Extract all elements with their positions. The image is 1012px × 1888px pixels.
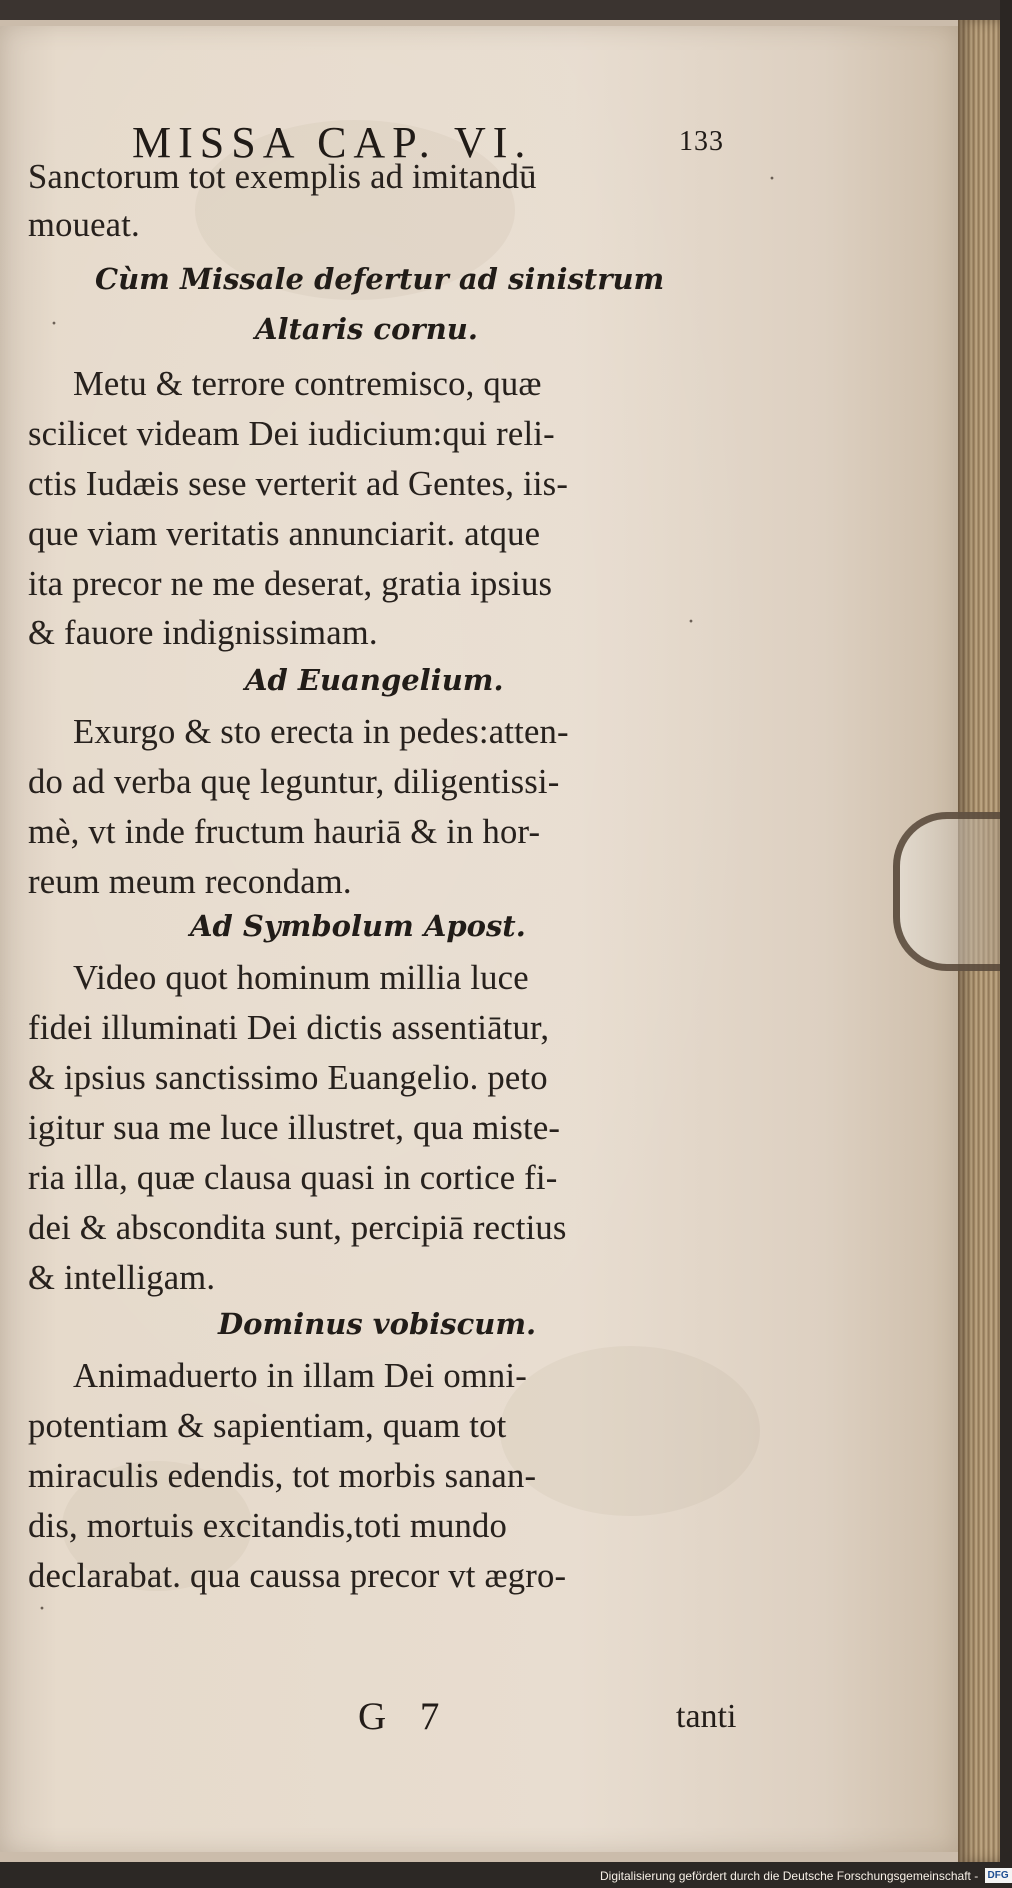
- catchword: tanti: [676, 1698, 737, 1735]
- text-line: Video quot hominum millia luce: [73, 959, 529, 997]
- section-heading: Cùm Missale defertur ad sinistrum: [95, 262, 665, 296]
- page-footer: [28, 1688, 738, 1748]
- text-line: que viam veritatis annunciarit. atque: [28, 515, 541, 553]
- page-clip: [893, 812, 1000, 971]
- text-line: dis, mortuis excitandis,toti mundo: [28, 1507, 508, 1545]
- text-line: miraculis edendis, tot morbis sanan-: [28, 1457, 537, 1495]
- ink-dot: ·: [50, 311, 58, 337]
- text-line: Animaduerto in illam Dei omni-: [73, 1357, 527, 1395]
- digitization-credit: [600, 1864, 1009, 1888]
- text-line: do ad verba quę leguntur, diligentissi-: [28, 763, 560, 801]
- signature-mark: G 7: [358, 1695, 452, 1738]
- section-heading: Dominus vobiscum.: [218, 1307, 537, 1341]
- section-heading: Ad Euangelium.: [245, 663, 504, 697]
- text-line: potentiam & sapientiam, quam tot: [28, 1407, 507, 1445]
- dfg-logo: DFG: [985, 1868, 1012, 1883]
- text-line: Exurgo & sto erecta in pedes:atten-: [73, 713, 569, 751]
- paper-page: [0, 26, 958, 1852]
- text-line: igitur sua me luce illustret, qua miste-: [28, 1109, 561, 1147]
- ink-dot: ·: [38, 1596, 46, 1622]
- text-line: ita precor ne me deserat, gratia ipsius: [28, 565, 553, 603]
- text-line: dei & abscondita sunt, percipiā rectius: [28, 1209, 567, 1247]
- text-line: declarabat. qua caussa precor vt ægro-: [28, 1557, 567, 1595]
- ink-dot: ·: [768, 166, 776, 192]
- text-line: reum meum recondam.: [28, 863, 352, 901]
- book-text-block: [28, 158, 738, 1738]
- text-line: & fauore indignissimam.: [28, 614, 378, 652]
- text-line: scilicet videam Dei iudicium:qui reli-: [28, 415, 555, 453]
- text-line: Metu & terrore contremisco, quæ: [73, 365, 542, 403]
- section-heading: Altaris cornu.: [255, 312, 478, 346]
- text-line: fidei illuminati Dei dictis assentiātur,: [28, 1009, 550, 1047]
- text-line: moueat.: [28, 206, 140, 244]
- text-line: mè, vt inde fructum hauriā & in hor-: [28, 813, 541, 851]
- text-line: Sanctorum tot exemplis ad imitandū: [28, 158, 537, 196]
- ink-dot: ·: [687, 609, 695, 635]
- running-title: MISSA CAP. VI.: [132, 118, 533, 167]
- text-line: & intelligam.: [28, 1259, 216, 1297]
- page-number: 133: [679, 126, 724, 157]
- section-heading: Ad Symbolum Apost.: [190, 909, 526, 943]
- credit-text: Digitalisierung gefördert durch die Deutsche Forschungsgemeinschaft -: [600, 1869, 979, 1883]
- text-line: ctis Iudæis sese verterit ad Gentes, iis-: [28, 465, 569, 503]
- text-line: & ipsius sanctissimo Euangelio. peto: [28, 1059, 548, 1097]
- text-line: ria illa, quæ clausa quasi in cortice fi-: [28, 1159, 558, 1197]
